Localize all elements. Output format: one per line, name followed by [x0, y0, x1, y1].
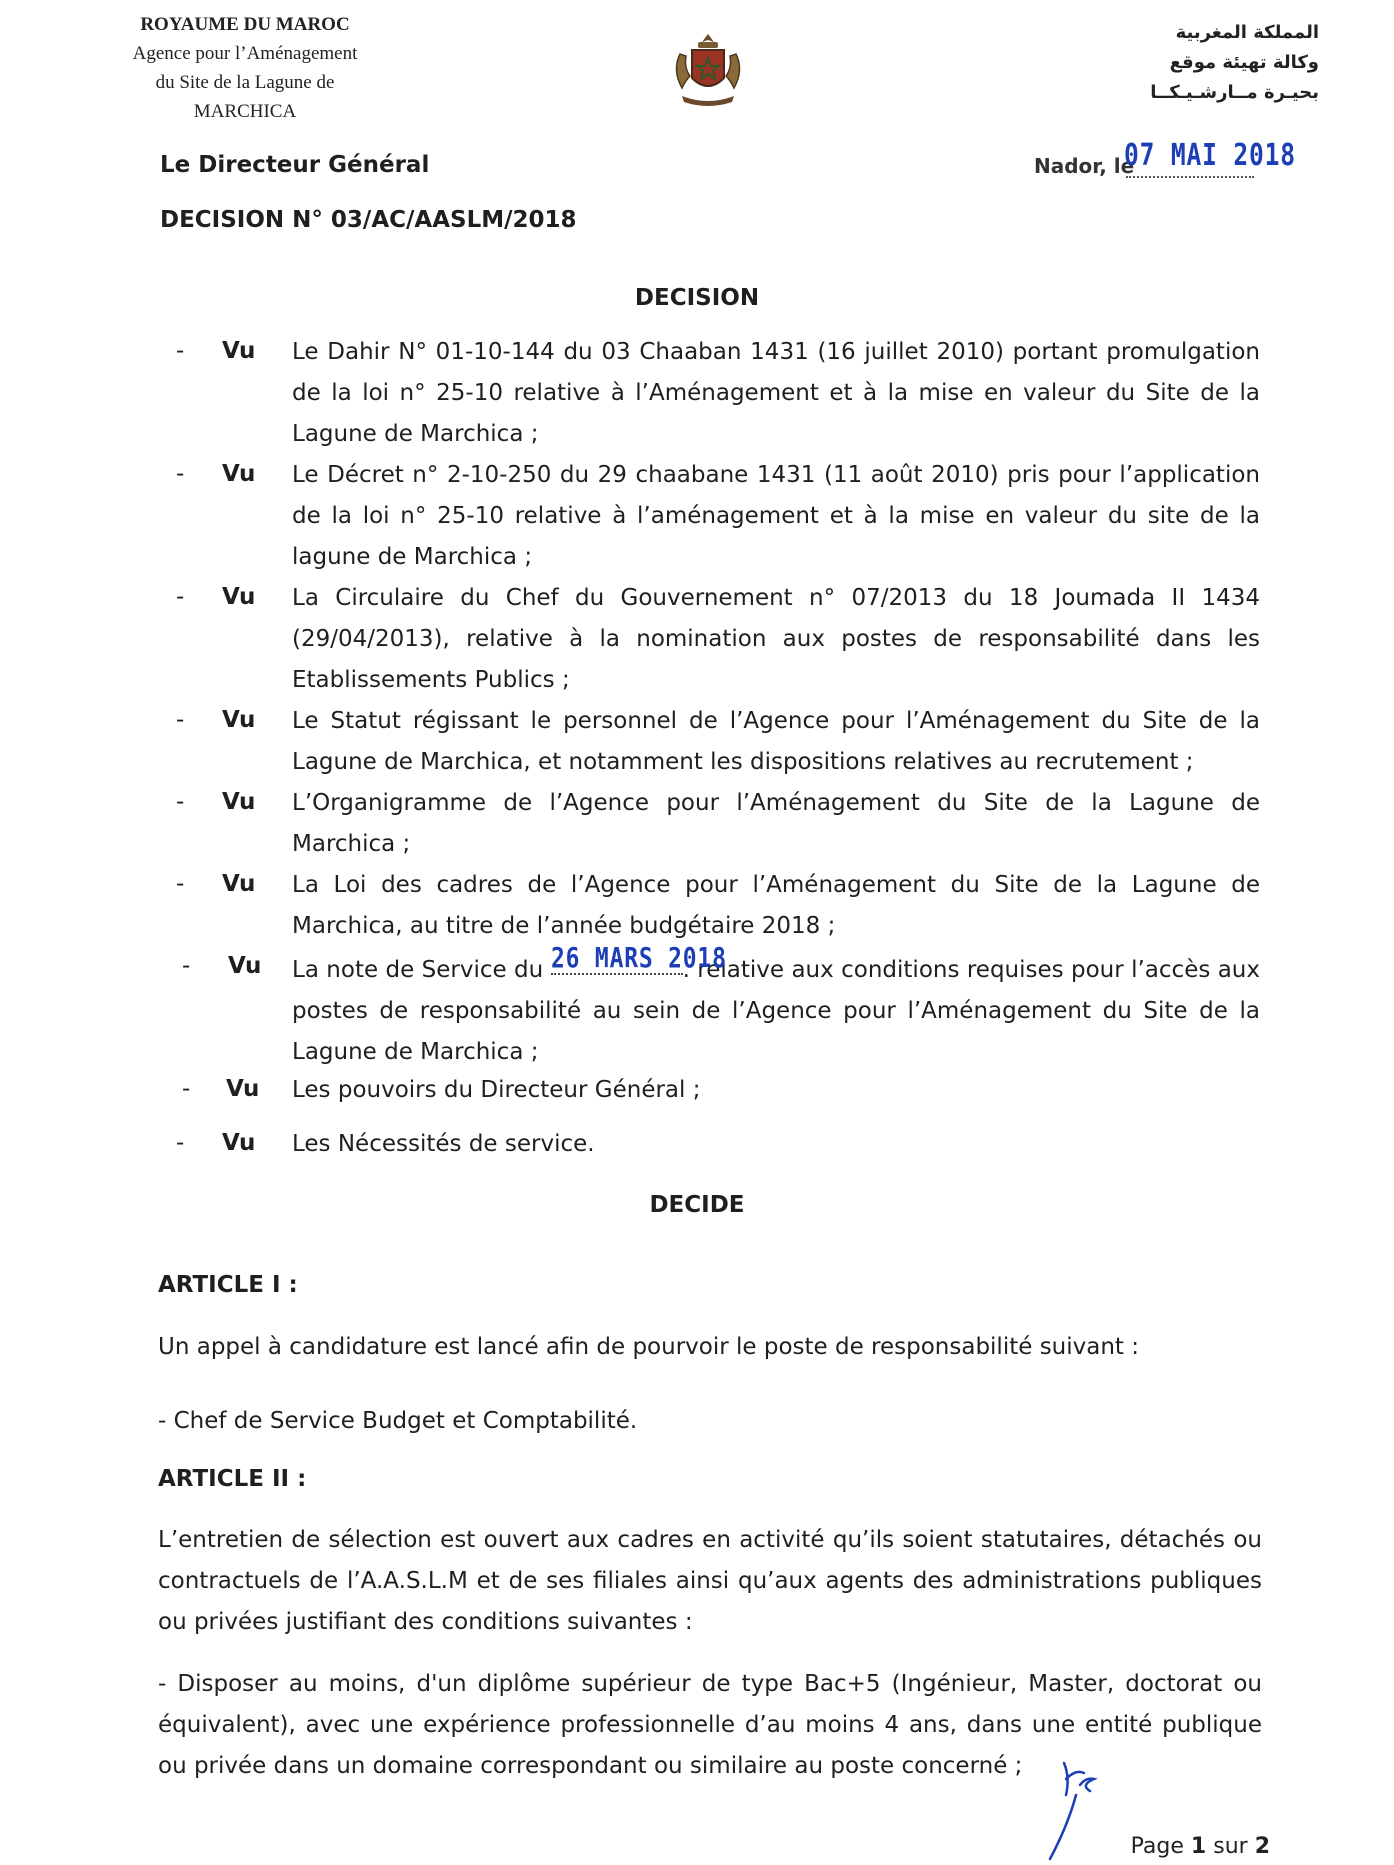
vu-text: L’Organigramme de l’Agence pour l’Aménagement du Site de la Lagune de Marchica ;: [292, 790, 1260, 857]
vu-text-after: . relative aux conditions requises pour l’accès aux postes de responsabilité au sein de l’Agence pour l’Aménagement du Site de la Lagune de Marchica ;: [292, 957, 1260, 1065]
article-1-text: Un appel à candidature est lancé afin de pourvoir le poste de responsabilité suivant :: [158, 1334, 1140, 1360]
note-date-stamp: 26 MARS 2018: [550, 941, 727, 974]
page-middle: sur: [1213, 1834, 1248, 1859]
vu-label: Vu: [222, 338, 256, 364]
vu-label: Vu: [222, 461, 256, 487]
vu-text: Le Dahir N° 01-10-144 du 03 Chaaban 1431 (16 juillet 2010) portant promulgation de la loi n° 25-10 relative à l’Aménagement et à la mise en valeur du Site de la Lagune de Marchica ;: [292, 339, 1260, 447]
vu-label: Vu: [222, 707, 256, 733]
vu-text: Le Décret n° 2-10-250 du 29 chaabane 1431 (11 août 2010) pris pour l’application de la loi n° 25-10 relative à l’aménagement et à la mise en valeur du site de la lagune de Marchica ;: [292, 462, 1260, 570]
vu-text: Les pouvoirs du Directeur Général ;: [292, 1077, 701, 1103]
vu-label: Vu: [222, 1130, 256, 1156]
page-number: [1131, 1834, 1270, 1859]
decision-title: DECISION: [634, 285, 760, 311]
vu-dash: -: [176, 338, 185, 364]
vu-dash: -: [182, 953, 191, 979]
vu-label: Vu: [222, 871, 256, 897]
date-label: Nador, le: [1034, 154, 1135, 178]
kingdom-title: ROYAUME DU MAROC: [140, 14, 350, 35]
agency-header-ar: [1059, 18, 1319, 108]
vu-label: Vu: [222, 584, 256, 610]
date-dotted-line: [1126, 176, 1254, 178]
agency-header-fr: [90, 10, 400, 126]
article-2-heading: ARTICLE II :: [158, 1466, 307, 1492]
director-title: Le Directeur Général: [160, 152, 430, 178]
agency-line-1: Agence pour l’Aménagement: [132, 43, 358, 64]
vu-dash: -: [176, 584, 185, 610]
page-total: 2: [1254, 1834, 1270, 1859]
agency-line-3: MARCHICA: [193, 101, 297, 122]
vu-dash: -: [182, 1076, 191, 1102]
agency-line-ar-2: بحيـرة مــارشـيـكــا: [1150, 82, 1319, 103]
vu-dash: -: [176, 871, 185, 897]
article-2-condition-1: - Disposer au moins, d'un diplôme supérieur de type Bac+5 (Ingénieur, Master, doctorat ou équivalent), avec une expérience professionnelle d’au moins 4 ans, dans une entité publique ou privée dans un domaine correspondant ou similaire au poste concerné ;: [158, 1671, 1262, 1779]
vu-dash: -: [176, 789, 185, 815]
vu-dash: -: [176, 461, 185, 487]
agency-line-ar-1: وكالة تهيئة موقع: [1169, 52, 1319, 73]
page-prefix: Page: [1130, 1834, 1184, 1859]
vu-text: La Loi des cadres de l’Agence pour l’Aménagement du Site de la Lagune de Marchica, au titre de l’année budgétaire 2018 ;: [292, 872, 1260, 939]
page-current: 1: [1190, 1834, 1207, 1859]
signature-initials: [1040, 1755, 1130, 1865]
agency-line-2: du Site de la Lagune de: [155, 72, 335, 93]
vu-label: Vu: [226, 1076, 260, 1102]
vu-text: Les Nécessités de service.: [292, 1131, 595, 1157]
article-1-post: - Chef de Service Budget et Comptabilité.: [158, 1408, 638, 1434]
vu-text: La Circulaire du Chef du Gouvernement n° 07/2013 du 18 Joumada II 1434 (29/04/2013), relative à la nomination aux postes de responsabilité dans les Etablissements Publics ;: [292, 585, 1260, 693]
date-stamp: 07 MAI 2018: [1124, 138, 1296, 173]
coat-of-arms-icon: [668, 30, 748, 112]
decide-title: DECIDE: [649, 1192, 745, 1218]
vu-dash: -: [176, 707, 185, 733]
vu-text: Le Statut régissant le personnel de l’Agence pour l’Aménagement du Site de la Lagune de Marchica, et notamment les dispositions relatives au recrutement ;: [292, 708, 1260, 775]
vu-label: Vu: [222, 789, 256, 815]
vu-label: Vu: [228, 953, 262, 979]
note-date-field: [550, 941, 727, 977]
kingdom-title-ar: المملكة المغربية: [1175, 22, 1319, 43]
decision-number: DECISION N° 03/AC/AASLM/2018: [160, 207, 577, 233]
article-1-heading: ARTICLE I :: [158, 1272, 298, 1298]
vu-text-before: La note de Service du: [292, 957, 544, 983]
vu-text: [292, 941, 1260, 1073]
vu-dash: -: [176, 1130, 185, 1156]
article-2-text: L’entretien de sélection est ouvert aux cadres en activité qu’ils soient statutaires, détachés ou contractuels de l’A.A.S.L.M et de ses filiales ainsi qu’aux agents des administrations publiques ou privées justifiant des conditions suivantes :: [158, 1527, 1262, 1635]
